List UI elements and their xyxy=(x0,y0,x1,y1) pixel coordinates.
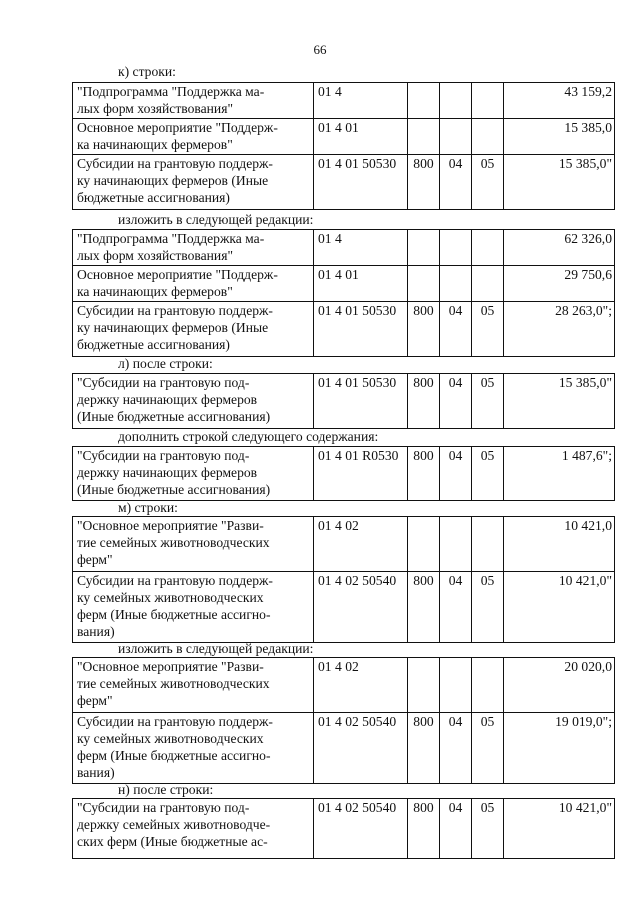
row-section xyxy=(440,230,472,266)
amendment-intro: к) строки: xyxy=(118,64,176,79)
row-subsection: 05 xyxy=(472,374,504,429)
row-subsection: 05 xyxy=(472,155,504,210)
row-description: Субсидии на грантовую поддерж- ку начинающих фермеров (Иные бюджетные ассигнования) xyxy=(73,155,314,210)
row-description: "Субсидии на грантовую под- держку начинающих фермеров (Иные бюджетные ассигнования) xyxy=(73,374,314,429)
row-code: 01 4 01 R0530 xyxy=(314,447,408,501)
budget-table xyxy=(72,446,615,501)
row-amount: 43 159,2 xyxy=(504,83,615,119)
row-description: Основное мероприятие "Поддерж- ка начинающих фермеров" xyxy=(73,119,314,155)
row-code: 01 4 02 50540 xyxy=(314,799,408,859)
row-description: "Основное мероприятие "Разви- тие семейных животноводческих ферм" xyxy=(73,517,314,572)
row-section xyxy=(440,119,472,155)
budget-table xyxy=(72,373,615,429)
row-section xyxy=(440,83,472,119)
table-row xyxy=(73,799,615,859)
budget-table xyxy=(72,229,615,357)
row-code: 01 4 xyxy=(314,230,408,266)
table-row xyxy=(73,83,615,119)
row-description: Основное мероприятие "Поддерж- ка начинающих фермеров" xyxy=(73,266,314,302)
row-expense-type xyxy=(408,119,440,155)
row-subsection xyxy=(472,83,504,119)
row-expense-type: 800 xyxy=(408,302,440,357)
row-expense-type: 800 xyxy=(408,155,440,210)
table-row xyxy=(73,517,615,572)
row-amount: 28 263,0"; xyxy=(504,302,615,357)
row-section: 04 xyxy=(440,447,472,501)
row-subsection xyxy=(472,230,504,266)
row-amount: 1 487,6"; xyxy=(504,447,615,501)
amendment-intro: изложить в следующей редакции: xyxy=(118,641,314,656)
row-amount: 20 020,0 xyxy=(504,658,615,713)
row-description: Субсидии на грантовую поддерж- ку начинающих фермеров (Иные бюджетные ассигнования) xyxy=(73,302,314,357)
budget-table xyxy=(72,516,615,643)
amendment-intro: дополнить строкой следующего содержания: xyxy=(118,429,379,444)
row-description: "Подпрограмма "Поддержка ма- лых форм хозяйствования" xyxy=(73,83,314,119)
row-amount: 19 019,0"; xyxy=(504,713,615,784)
row-expense-type: 800 xyxy=(408,374,440,429)
row-section xyxy=(440,658,472,713)
table-row xyxy=(73,658,615,713)
row-section xyxy=(440,517,472,572)
row-amount: 10 421,0" xyxy=(504,799,615,859)
row-code: 01 4 02 xyxy=(314,658,408,713)
row-subsection: 05 xyxy=(472,572,504,643)
row-amount: 10 421,0" xyxy=(504,572,615,643)
table-row xyxy=(73,374,615,429)
row-section: 04 xyxy=(440,302,472,357)
row-description: Субсидии на грантовую поддерж- ку семейных животноводческих ферм (Иные бюджетные ассигно- вания) xyxy=(73,572,314,643)
table-row xyxy=(73,572,615,643)
row-subsection: 05 xyxy=(472,447,504,501)
row-code: 01 4 01 50530 xyxy=(314,302,408,357)
table-row xyxy=(73,155,615,210)
table-row xyxy=(73,447,615,501)
row-amount: 62 326,0 xyxy=(504,230,615,266)
row-expense-type: 800 xyxy=(408,799,440,859)
row-description: "Субсидии на грантовую под- держку семейных животноводче- ских ферм (Иные бюджетные ас- xyxy=(73,799,314,859)
row-amount: 15 385,0" xyxy=(504,374,615,429)
row-expense-type: 800 xyxy=(408,572,440,643)
row-expense-type xyxy=(408,658,440,713)
row-expense-type: 800 xyxy=(408,713,440,784)
row-description: "Основное мероприятие "Разви- тие семейных животноводческих ферм" xyxy=(73,658,314,713)
row-description: "Субсидии на грантовую под- держку начинающих фермеров (Иные бюджетные ассигнования) xyxy=(73,447,314,501)
table-row xyxy=(73,230,615,266)
row-code: 01 4 02 xyxy=(314,517,408,572)
row-section: 04 xyxy=(440,713,472,784)
row-description: Субсидии на грантовую поддерж- ку семейных животноводческих ферм (Иные бюджетные ассигно- вания) xyxy=(73,713,314,784)
row-expense-type xyxy=(408,83,440,119)
row-section: 04 xyxy=(440,799,472,859)
row-code: 01 4 01 50530 xyxy=(314,155,408,210)
row-subsection xyxy=(472,119,504,155)
row-amount: 15 385,0" xyxy=(504,155,615,210)
row-section xyxy=(440,266,472,302)
table-row xyxy=(73,302,615,357)
row-expense-type xyxy=(408,266,440,302)
budget-table xyxy=(72,657,615,784)
row-subsection: 05 xyxy=(472,302,504,357)
amendment-intro: л) после строки: xyxy=(118,356,213,371)
row-code: 01 4 01 xyxy=(314,119,408,155)
row-code: 01 4 02 50540 xyxy=(314,572,408,643)
row-code: 01 4 01 50530 xyxy=(314,374,408,429)
table-row xyxy=(73,119,615,155)
row-code: 01 4 xyxy=(314,83,408,119)
amendment-intro: м) строки: xyxy=(118,500,178,515)
row-amount: 29 750,6 xyxy=(504,266,615,302)
row-code: 01 4 02 50540 xyxy=(314,713,408,784)
budget-table xyxy=(72,82,615,210)
row-amount: 10 421,0 xyxy=(504,517,615,572)
row-subsection xyxy=(472,658,504,713)
amendment-intro: н) после строки: xyxy=(118,782,214,797)
row-subsection xyxy=(472,266,504,302)
table-row xyxy=(73,266,615,302)
amendment-intro: изложить в следующей редакции: xyxy=(118,212,314,227)
row-description: "Подпрограмма "Поддержка ма- лых форм хозяйствования" xyxy=(73,230,314,266)
row-expense-type: 800 xyxy=(408,447,440,501)
budget-table xyxy=(72,798,615,859)
row-expense-type xyxy=(408,230,440,266)
row-code: 01 4 01 xyxy=(314,266,408,302)
row-subsection xyxy=(472,517,504,572)
table-row xyxy=(73,713,615,784)
page-number: 66 xyxy=(313,42,327,57)
row-subsection: 05 xyxy=(472,799,504,859)
row-expense-type xyxy=(408,517,440,572)
row-subsection: 05 xyxy=(472,713,504,784)
row-section: 04 xyxy=(440,572,472,643)
row-amount: 15 385,0 xyxy=(504,119,615,155)
row-section: 04 xyxy=(440,155,472,210)
row-section: 04 xyxy=(440,374,472,429)
